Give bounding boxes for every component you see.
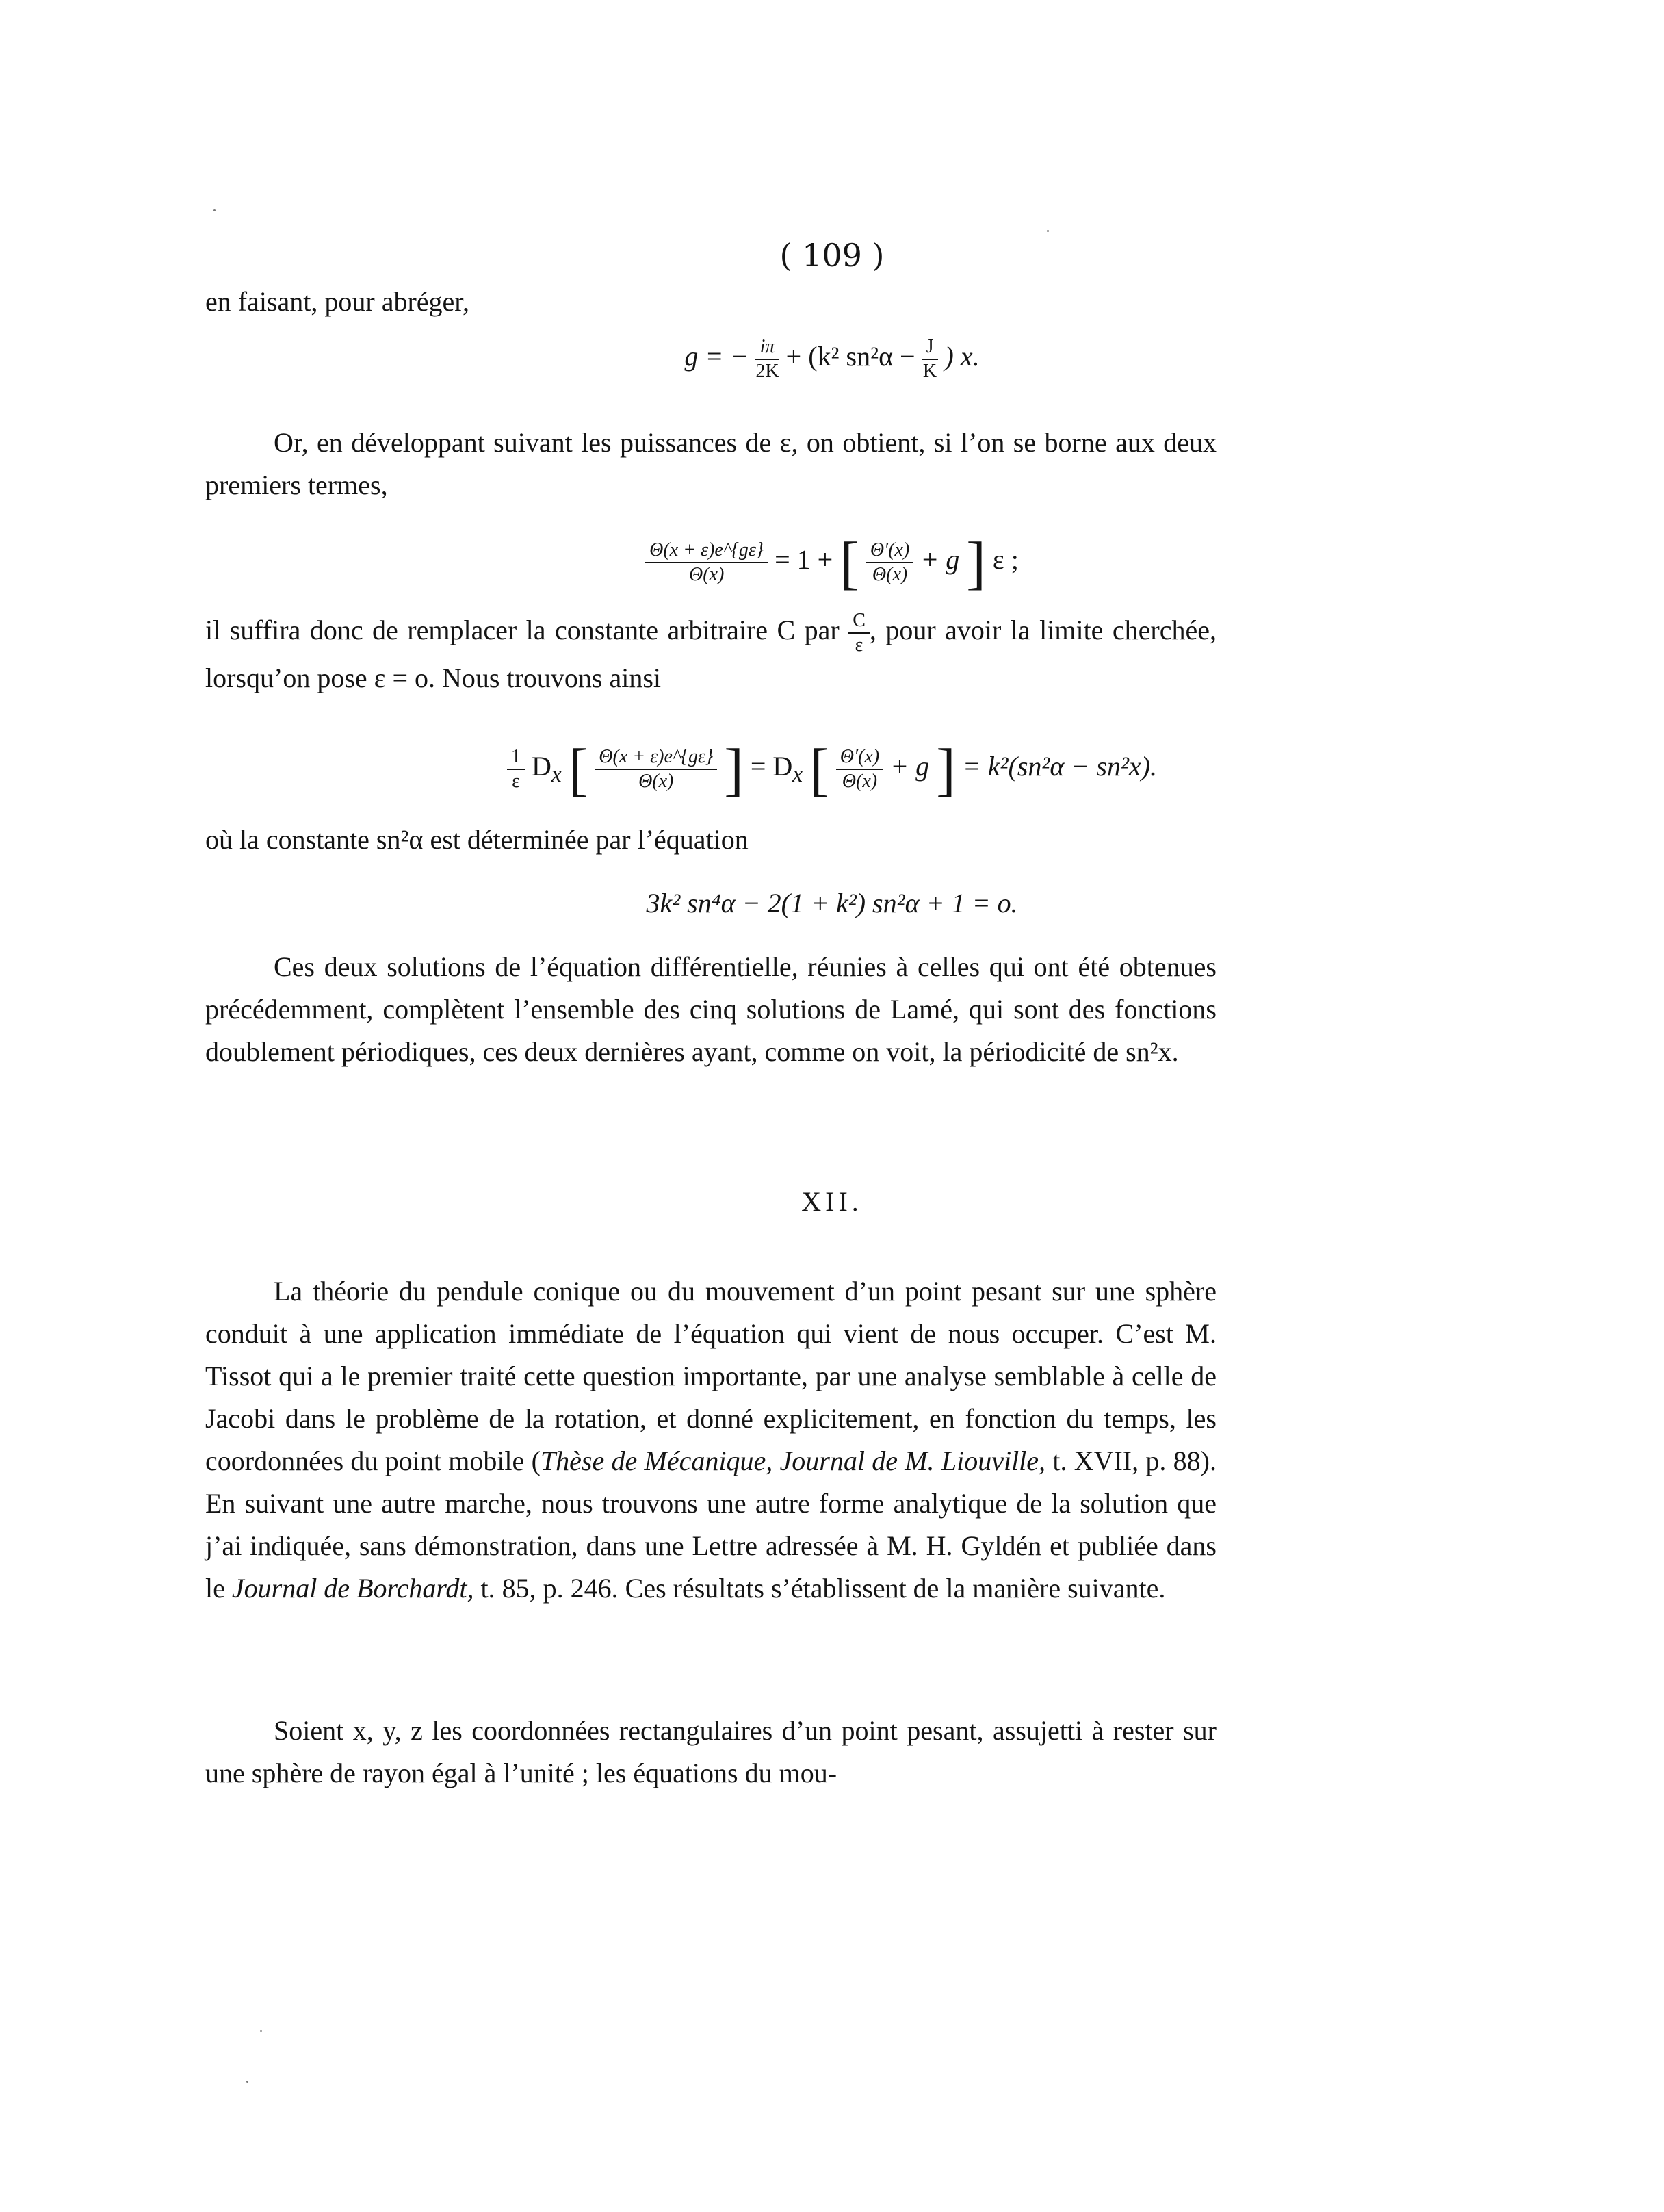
eq1-frac-num: iπ: [755, 335, 779, 360]
para5-italic-2: Journal de Borchardt,: [231, 1573, 474, 1604]
paragraph-coordinates: Soient x, y, z les coordonnées rectangulaires d’un point pesant, assujetti à rester sur une sphère de rayon égal à l’unité ; les équations du mou-: [205, 1715, 1217, 1788]
para5-part-3: t. 85, p. 246. Ces résultats s’établissent de la manière suivante.: [473, 1573, 1166, 1604]
eq2-inner-num: Θ′(x): [866, 539, 913, 563]
para5-italic-1: Thèse de Mécanique, Journal de M. Liouville,: [540, 1445, 1046, 1476]
eq1-frac2-num: J: [922, 335, 938, 360]
eq2-fraction-inner: [866, 539, 913, 587]
eq1-mid: + (k² sn²α −: [785, 341, 915, 372]
eq3-d: D: [531, 751, 551, 782]
inline-fraction-c-epsilon: [848, 609, 870, 657]
eq3-g: + g: [890, 751, 930, 782]
eq3-prefactor: [507, 745, 525, 793]
eq3-pre-den: ε: [512, 771, 520, 792]
page-number: ( 109 ): [779, 237, 885, 274]
equation-expansion: [0, 528, 1664, 597]
equation-g: [0, 335, 1664, 383]
eq1-end: ) x.: [944, 341, 980, 372]
eq1-fraction-ipi: [755, 335, 779, 383]
eq3-sub-2: x: [792, 762, 803, 788]
eq1-lhs: g = −: [684, 341, 749, 372]
eq2-tail: ε ;: [992, 544, 1019, 576]
eq3-fraction-2: [836, 745, 883, 793]
eq2-num: Θ(x + ε)e^{gε}: [645, 539, 768, 563]
eq2-den: Θ(x): [688, 564, 725, 585]
equation-sn: [0, 887, 1664, 919]
eq3-bracket-2-open: [: [809, 736, 829, 802]
cfrac-den: ε: [855, 634, 863, 656]
paper-speck: [213, 209, 216, 211]
eq2-open-bracket: [: [840, 530, 859, 595]
eq3-eq: = D: [750, 751, 793, 782]
paragraph-replace-constant: [205, 609, 1217, 699]
eq3-bracket-1-close: ]: [724, 736, 744, 802]
text-line-intro: en faisant, pour abréger,: [205, 286, 469, 317]
eq1-frac2-den: K: [922, 361, 937, 382]
text-line-constant: où la constante sn²α est déterminée par l’équation: [205, 824, 749, 855]
paper-speck: [1047, 230, 1049, 232]
eq3-rhs: = k²(sn²α − sn²x).: [962, 751, 1158, 782]
para2-part-b: , pour avoir la limite cherchée, lorsqu’on pose ε = o. Nous trouvons ainsi: [205, 615, 1217, 693]
eq3-inner2-num: Θ′(x): [836, 745, 883, 770]
eq3-fraction-1: [595, 745, 717, 793]
paragraph-lame-solutions: Ces deux solutions de l’équation différentielle, réunies à celles qui ont été obtenues précédemment, complètent l’ensemble des cinq solutions de Lamé, qui sont des fonctions doublement périodiques, ces deux dernières ayant, comme on voit, la périodicité de sn²x.: [205, 951, 1217, 1067]
eq3-pre-num: 1: [507, 745, 525, 770]
eq3-sub: x: [551, 762, 562, 788]
cfrac-num: C: [848, 609, 870, 634]
eq2-mid: = 1 +: [775, 544, 833, 576]
eq4-text: 3k² sn⁴α − 2(1 + k²) sn²α + 1 = o.: [646, 888, 1018, 918]
equation-derivative: [0, 735, 1664, 803]
paper-speck: [246, 2081, 248, 2083]
eq3-bracket-2-close: ]: [936, 736, 956, 802]
paper-speck: [260, 2030, 262, 2032]
eq3-inner1-den: Θ(x): [638, 771, 674, 792]
para2-part-a: il suffira donc de remplacer la constante arbitraire C par: [205, 615, 840, 646]
para5-part-1: La théorie du pendule conique ou du mouvement d’un point pesant sur une sphère conduit à une application immédiate de l’équation qui vient de nous occuper. C’est M. Tissot qui a le premier traité cette question importante, par une analyse semblable à celle de Jacobi dans le problème de la rotation, et donné explicitement, en fonction du temps, les coordonnées du point mobile (: [205, 1276, 1217, 1476]
eq2-close-bracket: ]: [966, 530, 986, 595]
section-heading: XII.: [801, 1186, 863, 1217]
eq3-bracket-1-open: [: [568, 736, 588, 802]
para5-part-2: t. XVII, p. 88). En suivant une autre marche, nous trouvons une autre forme analytique de la solution que j’ai indiquée, sans démonstration, dans une Lettre adressée à M. H. Gyldén et publiée dans le: [205, 1445, 1217, 1604]
eq2-end: + g: [920, 544, 960, 576]
paragraph-development: Or, en développant suivant les puissances de ε, on obtient, si l’on se borne aux deux premiers termes,: [205, 427, 1217, 500]
eq3-inner1-num: Θ(x + ε)e^{gε}: [595, 745, 717, 770]
eq3-inner2-den: Θ(x): [842, 771, 878, 792]
eq1-frac-den: 2K: [755, 361, 779, 382]
eq1-fraction-jk: [922, 335, 938, 383]
eq2-inner-den: Θ(x): [872, 564, 908, 585]
eq2-fraction-main: [645, 539, 768, 587]
paragraph-pendule: [205, 1270, 1217, 1610]
